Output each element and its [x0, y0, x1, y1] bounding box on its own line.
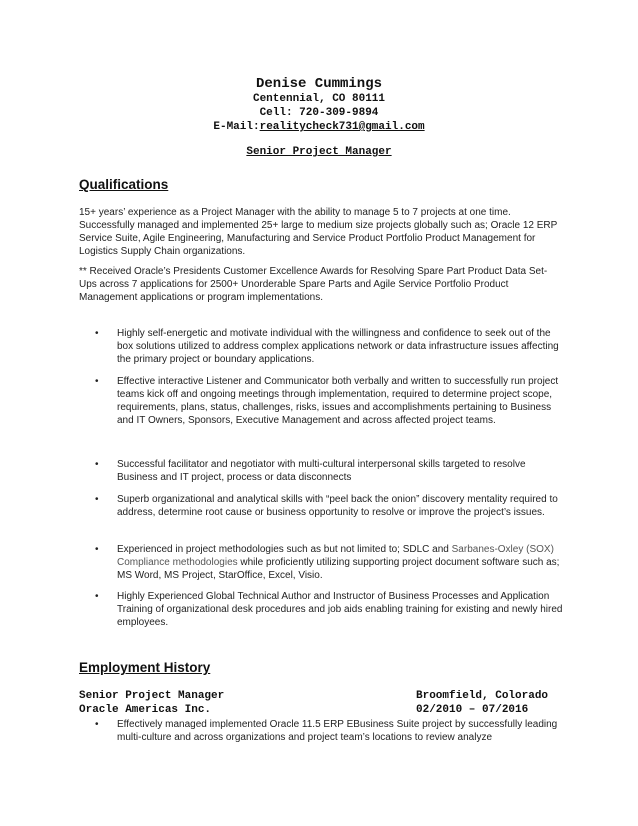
qualifications-summary: 15+ years’ experience as a Project Manager with the ability to manage 5 to 7 projects at one time. Successfully managed and implemented 25+ large to medium size projects globally such as; Oracle 12 ERP Service Suite, Agile Engineering, Manufacturing and Service Product Portfolio Product Management for Logistics Supply Chain organizations. — [79, 207, 558, 257]
job-title: Senior Project Manager — [79, 690, 225, 702]
bullet-marker: • — [95, 719, 99, 730]
bullet-marker: • — [95, 544, 99, 555]
list-item-text: Superb organizational and analytical skills with “peel back the onion” discovery mentality required to address, determine root cause or business opportunity to resolve or improve the project’s issues. — [117, 494, 558, 518]
candidate-title: Senior Project Manager — [246, 146, 392, 158]
bullet-marker: • — [95, 328, 99, 339]
list-item-text: Successful facilitator and negotiator with multi-cultural interpersonal skills targeted to resolve Business and IT project, process or data disconnects — [117, 459, 526, 483]
qualifications-heading: Qualifications — [79, 177, 169, 192]
job-location: Broomfield, Colorado — [416, 690, 549, 702]
list-item-text: Effectively managed implemented Oracle 11.5 ERP EBusiness Suite project by successfully leading multi-culture and across organizations and project team’s locations to review analyze — [117, 719, 558, 743]
list-item-text: Highly Experienced Global Technical Author and Instructor of Business Processes and Application Training of organizational desk procedures and job aids enabling training for existing and newly hired employees. — [117, 591, 563, 628]
candidate-cell: Cell: 720-309-9894 — [259, 107, 379, 119]
bullet-marker: • — [95, 494, 99, 505]
sox-methodologies-text: Sarbanes-Oxley (SOX) Compliance methodologies — [117, 544, 554, 568]
resume-header — [0, 76, 638, 159]
candidate-location: Centennial, CO 80111 — [252, 93, 386, 105]
company-name: Oracle Americas Inc. — [79, 704, 212, 716]
candidate-email-line — [0, 120, 638, 134]
email-link[interactable]: realitycheck731@gmail.com — [259, 121, 425, 133]
job-dates: 02/2010 – 07/2016 — [416, 704, 529, 716]
employment-history-heading: Employment History — [79, 660, 211, 675]
candidate-name: Denise Cummings — [255, 76, 383, 92]
bullet5-text-b: while proficiently utilizing supporting project document software such as; MS Word, MS Project, StarOffice, Excel, Visio. — [117, 557, 560, 581]
awards-paragraph: ** Received Oracle’s Presidents Customer Excellence Awards for Resolving Spare Part Product Data Set-Ups across 7 applications for 2500+ Unorderable Spare Parts and Agile Service Portfolio Product Management applications or program implementations. — [79, 266, 548, 303]
email-label: E-Mail: — [213, 121, 260, 133]
job-company-row — [79, 704, 549, 717]
list-item-text: Effective interactive Listener and Communicator both verbally and written to successfully run project teams kick off and ongoing meetings through implementation, required to determine project scope, requirements, plans, status, challenges, risks, issues and accomplishments pertaining to Business and IT Owners, Sponsors, Executive Management and across affected project teams. — [117, 376, 559, 426]
bullet-marker: • — [95, 459, 99, 470]
list-item-text: Highly self-energetic and motivate individual with the willingness and confidence to seek out of the box solutions utilized to address complex applications network or data infrastructure issues affecting the primary project or boundary applications. — [117, 328, 559, 365]
bullet5-text-a: Experienced in project methodologies such as but not limited to; SDLC and — [117, 544, 452, 555]
job-title-row — [79, 690, 549, 703]
bullet-marker: • — [95, 376, 99, 387]
list-item-text — [117, 543, 564, 582]
bullet-marker: • — [95, 591, 99, 602]
